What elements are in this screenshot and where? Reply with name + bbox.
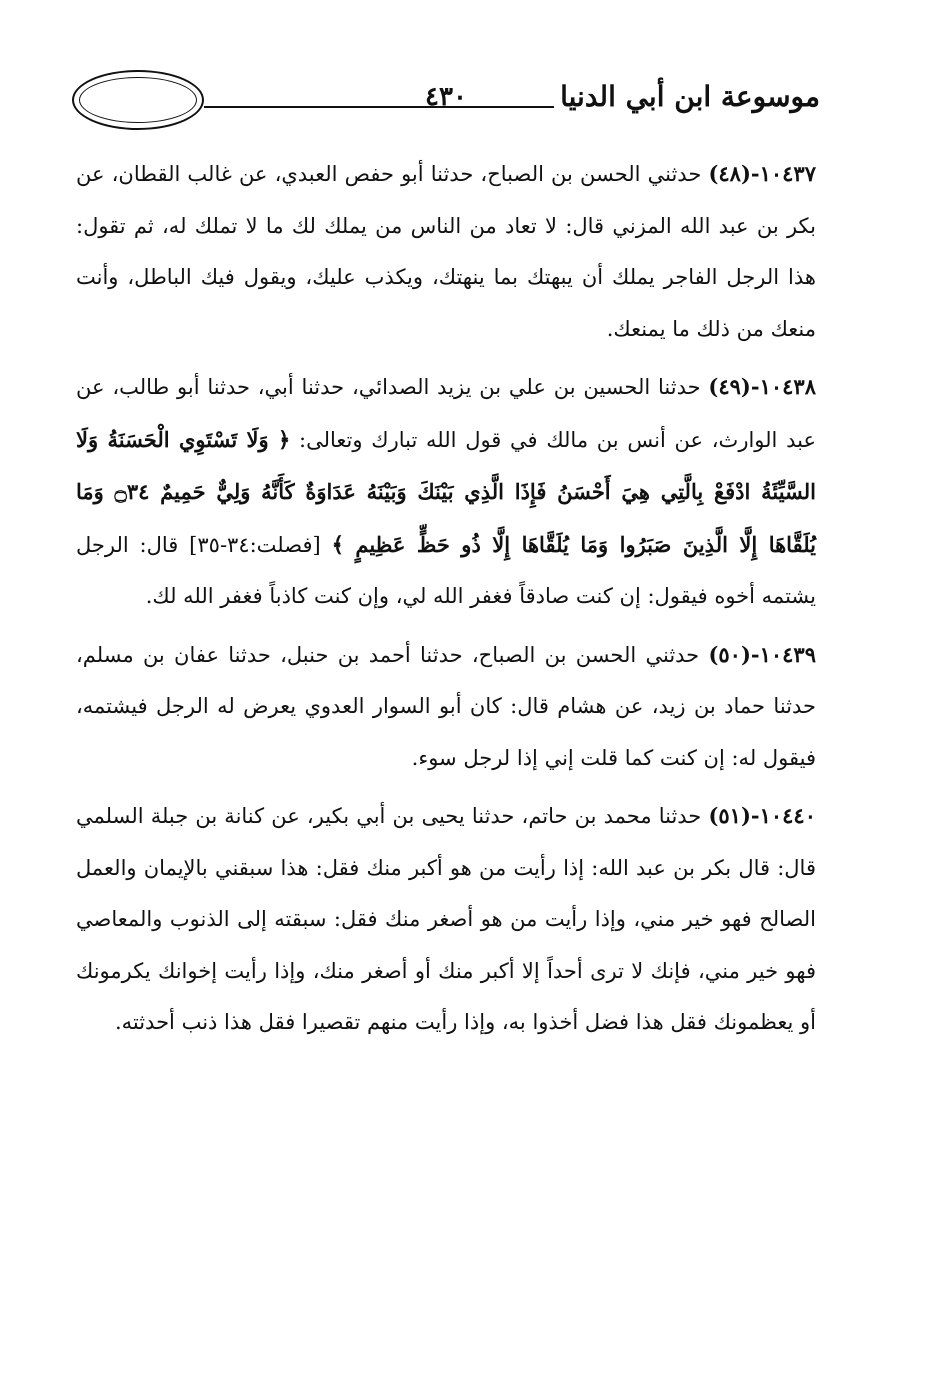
hadith-text: حدثني الحسن بن الصباح، حدثنا أبو حفص العبدي، عن غالب القطان، عن بكر بن عبد الله المزني قال: لا تعاد من الناس من يملك لك ما لا تملك له، ثم تقول: هذا الرجل الفاجر يملك أن يبهتك بما ينهتك، ويكذب عليك، ويقول فيك الباطل، وأنت منعك من ذلك ما يمنعك. [76, 162, 816, 341]
page-body [76, 148, 816, 1055]
hadith-10438 [76, 361, 816, 623]
hadith-text: حدثنا محمد بن حاتم، حدثنا يحيى بن أبي بكير، عن كنانة بن جبلة السلمي قال: قال بكر بن عبد الله: إذا رأيت من هو أكبر منك فقل: هذا سبقني بالإيمان والعمل الصالح فهو خير مني، وإذا رأيت من هو أصغر منك فقل: سبقته إلى الذنوب والمعاصي فهو خير مني، فإنك لا ترى أحداً إلا أكبر منك أو أصغر منك، وإذا رأيت إخوانك يكرمونك أو يعظمونك فقل هذا فضل أخذوا به، وإذا رأيت منهم تقصيرا فقل هذا ذنب أحدثته. [76, 804, 816, 1034]
page-header [72, 70, 820, 134]
book-title: موسوعة ابن أبي الدنيا [560, 80, 820, 113]
hadith-number: ١٠٤٣٩-(٥٠) [708, 641, 816, 667]
hadith-text: حدثني الحسن بن الصباح، حدثنا أحمد بن حنبل، حدثنا عفان بن مسلم، حدثنا حماد بن زيد، عن هشام قال: كان أبو السوار العدوي يعرض له الرجل فيشتمه، فيقول له: إن كنت كما قلت إني إذا لرجل سوء. [76, 642, 816, 770]
hadith-text-continued: [فصلت:٣٤-٣٥] قال: الرجل يشتمه أخوه فيقول: إن كنت صادقاً فغفر الله لي، وإن كنت كاذباً فغفر الله لك. [76, 532, 816, 608]
quran-verse: ﴿ وَلَا تَسْتَوِي الْحَسَنَةُ وَلَا السَّيِّئَةُ ادْفَعْ بِالَّتِي هِيَ أَحْسَنُ فَإِذَا الَّذِي بَيْنَكَ وَبَيْنَهُ عَدَاوَةٌ كَأَنَّهُ وَلِيٌّ حَمِيمٌ ۝٣٤ وَمَا يُلَقَّاهَا إِلَّا الَّذِينَ صَبَرُوا وَمَا يُلَقَّاهَا إِلَّا ذُو حَظٍّ عَظِيمٍ ﴾ [76, 426, 816, 557]
hadith-text: حدثنا الحسين بن علي بن يزيد الصدائي، حدثنا أبي، حدثنا أبو طالب، عن عبد الوارث، عن أنس بن مالك في قول الله تبارك وتعالى: [76, 375, 816, 452]
hadith-10437 [76, 148, 816, 355]
hadith-number: ١٠٤٣٧-(٤٨) [708, 161, 816, 186]
hadith-10439 [76, 629, 816, 785]
hadith-10440 [76, 790, 816, 1049]
page-number: ٤٣٠ [425, 82, 467, 112]
hadith-number: ١٠٤٤٠-(٥١) [708, 803, 816, 828]
hadith-number: ١٠٤٣٨-(٤٩) [708, 374, 816, 399]
